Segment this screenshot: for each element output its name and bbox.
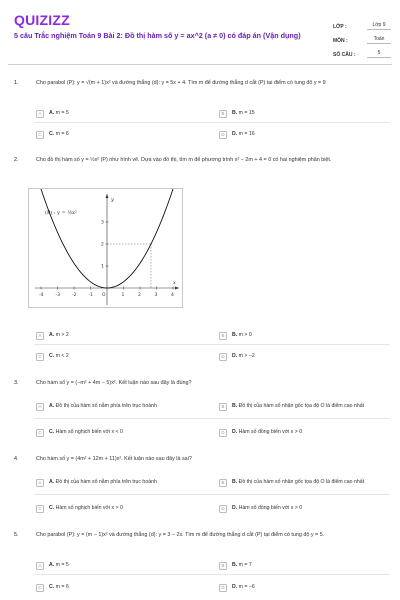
option-letter-box: C xyxy=(36,131,44,139)
question-4 xyxy=(14,456,390,522)
option-letter-box: A xyxy=(36,332,44,340)
option-letter-box: B xyxy=(219,562,227,570)
question-5 xyxy=(14,532,390,598)
option-divider xyxy=(34,418,390,419)
meta-count xyxy=(333,44,391,58)
x-tick-label: -1 xyxy=(88,293,93,298)
option-d[interactable]: D D. Hàm số đồng biến với x > 0 xyxy=(219,426,302,439)
graph-label: (P) : y = ½x² xyxy=(45,210,77,216)
x-tick-label: 2 xyxy=(138,293,141,298)
option-c[interactable]: C C. m = 6 xyxy=(36,128,69,141)
x-tick-label: -4 xyxy=(39,293,44,298)
option-letter-box: A xyxy=(36,562,44,570)
option-letter-box: D xyxy=(219,584,227,592)
header-divider xyxy=(8,64,392,65)
meta-count-key: SỐ CÂU : xyxy=(333,52,356,58)
option-b[interactable]: B B. m > 0 xyxy=(219,329,252,342)
axis-ticks xyxy=(39,220,174,299)
question-3 xyxy=(14,380,390,446)
question-text: Cho hàm số y = (4m² + 12m + 11)x². Kết luận nào sau đây là sai? xyxy=(36,456,192,462)
y-tick-label: 2 xyxy=(101,242,104,248)
option-a[interactable]: A A. m = 5 xyxy=(36,559,69,572)
option-letter-box: B xyxy=(219,479,227,487)
option-a[interactable]: A A. m > 2 xyxy=(36,329,69,342)
meta-count-value: 5 xyxy=(367,50,391,58)
question-text: Cho đồ thị hàm số y = ½x² (P) như hình vẽ. Dựa vào đồ thị, tìm m để phương trình x² − 2m + 4 = 0 có hai nghiệm phân biệt. xyxy=(36,157,332,163)
option-d[interactable]: D D. m > −2 xyxy=(219,350,255,363)
option-letter-box: D xyxy=(219,505,227,513)
x-tick-label: 1 xyxy=(121,293,125,298)
option-letter-box: D xyxy=(219,429,227,437)
meta-subject xyxy=(333,30,391,44)
option-a[interactable]: A A. Đồ thị của hàm số nằm phía trên trục hoành xyxy=(36,476,157,489)
question-number: 5. xyxy=(14,532,19,538)
option-letter-box: A xyxy=(36,110,44,118)
page-title: 5 câu Trắc nghiệm Toán 9 Bài 2: Đồ thị hàm số y = ax^2 (a ≠ 0) có đáp án (Vận dụng) xyxy=(14,31,301,40)
option-letter-box: C xyxy=(36,353,44,361)
option-letter-box: D xyxy=(219,353,227,361)
option-letter-box: B xyxy=(219,110,227,118)
question-number: 3. xyxy=(14,380,19,386)
parabola-graph xyxy=(28,188,183,308)
y-axis-arrow xyxy=(106,194,109,198)
meta-class-value: Lớp 9 xyxy=(367,22,391,30)
x-tick-label: -2 xyxy=(72,293,77,298)
option-c[interactable]: C C. m < 2 xyxy=(36,350,69,363)
option-d[interactable]: D D. Hàm số đồng biến với x > 0 xyxy=(219,502,302,515)
x-tick-label: O xyxy=(102,293,106,298)
option-b[interactable]: B B. m = 7 xyxy=(219,559,252,572)
question-number: 4. xyxy=(14,456,19,462)
y-axis-label: y xyxy=(111,197,114,203)
brand-logo: QUIZIZZ xyxy=(14,12,70,28)
option-letter-box: C xyxy=(36,584,44,592)
question-1 xyxy=(14,80,390,140)
meta-class-key: LỚP : xyxy=(333,24,347,30)
option-letter-box: C xyxy=(36,429,44,437)
x-axis-label: x xyxy=(173,280,176,286)
option-c[interactable]: C C. m = 6 xyxy=(36,581,69,594)
x-tick-label: 3 xyxy=(154,293,158,298)
option-a[interactable]: A A. Đồ thị của hàm số nằm phía trên trục hoành xyxy=(36,400,157,413)
y-tick-label: 3 xyxy=(101,220,104,226)
option-b[interactable]: B B. Đồ thị của hàm số nhận gốc tọa độ O là điểm cao nhất xyxy=(219,400,379,413)
meta-subject-value: Toán xyxy=(367,36,391,44)
option-c[interactable]: C C. Hàm số nghịch biến với x > 0 xyxy=(36,502,123,515)
option-a[interactable]: A A. m = 5 xyxy=(36,107,69,120)
option-d[interactable]: D D. m = −6 xyxy=(219,581,255,594)
x-tick-label: -3 xyxy=(55,293,60,298)
question-text: Cho parabol (P): y = (m − 1)x² và đường thẳng (d): y = 3 − 2x. Tìm m để đường thẳng d cắt (P) tại điểm có tung độ y = 5. xyxy=(36,532,325,538)
x-tick-label: 4 xyxy=(171,293,174,298)
option-letter-box: A xyxy=(36,479,44,487)
meta-subject-key: MÔN : xyxy=(333,38,348,44)
meta-class xyxy=(333,16,391,30)
x-axis-arrow xyxy=(175,287,179,290)
option-letter-box: B xyxy=(219,403,227,411)
option-letter-box: A xyxy=(36,403,44,411)
parabola-svg xyxy=(29,189,184,309)
question-text: Cho hàm số y = (−m² + 4m − 5)x². Kết luận nào sau đây là đúng? xyxy=(36,380,192,386)
y-tick-label: 1 xyxy=(101,264,104,270)
option-letter-box: B xyxy=(219,332,227,340)
option-divider xyxy=(34,122,390,123)
option-divider xyxy=(34,494,390,495)
option-divider xyxy=(34,344,390,345)
option-b[interactable]: B B. Đồ thị của hàm số nhận gốc tọa độ O là điểm cao nhất xyxy=(219,476,379,489)
option-c[interactable]: C C. Hàm số nghịch biến với x < 0 xyxy=(36,426,123,439)
option-divider xyxy=(34,574,390,575)
question-text: Cho parabol (P): y = √(m + 1)x² và đường thẳng (d): y = 5x + 4. Tìm m để đường thẳng d cắt (P) tại điểm có tung độ y = 9 xyxy=(36,80,326,86)
meta-panel xyxy=(333,16,391,58)
option-d[interactable]: D D. m = 16 xyxy=(219,128,255,141)
option-letter-box: D xyxy=(219,131,227,139)
option-b[interactable]: B B. m = 15 xyxy=(219,107,255,120)
question-number: 2. xyxy=(14,157,19,163)
question-number: 1. xyxy=(14,80,19,86)
option-letter-box: C xyxy=(36,505,44,513)
